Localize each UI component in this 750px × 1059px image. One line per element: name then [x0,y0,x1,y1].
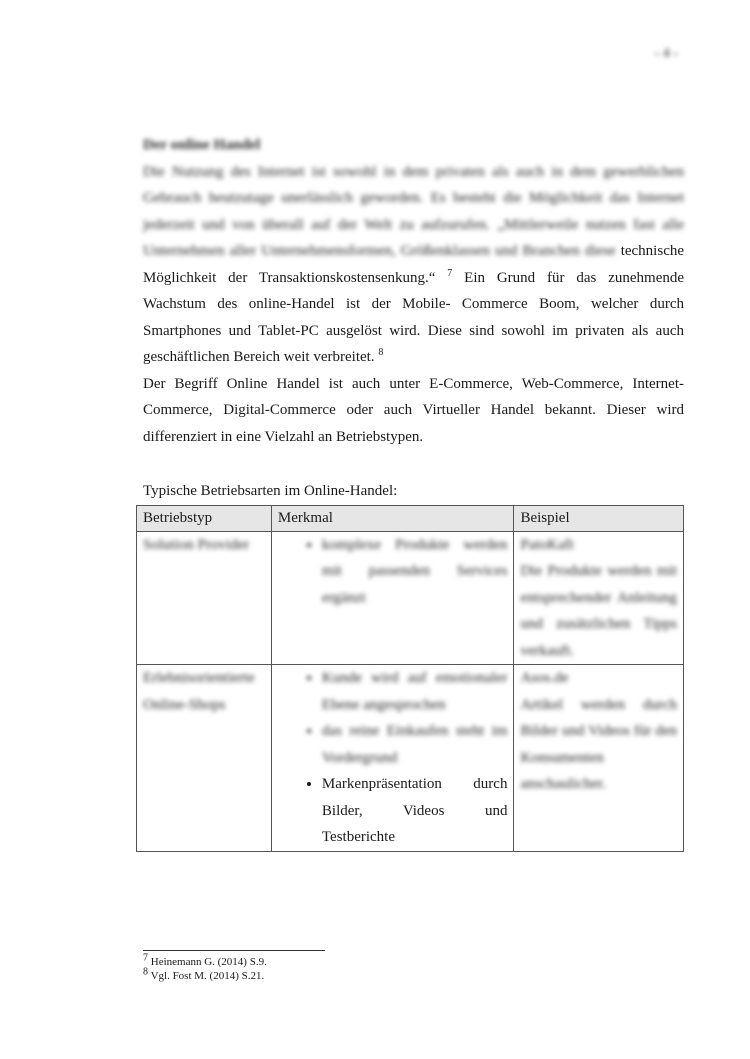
example-text: Die Produkte werden mit entsprechender Anleitung und zusätzlichen Tipps verkauft. [520,563,677,659]
list-item: • Kunde wird auf emotionaler Ebene angesprochen [322,665,508,718]
footnotes [143,950,443,983]
table-row [137,531,684,665]
column-header-type: Betriebstyp [137,505,272,531]
example-text: Artikel werden durch Bilder und Videos für den Konsumenten anschaulicher. [520,696,677,792]
business-types-table [136,505,684,852]
column-header-example: Beispiel [514,505,684,531]
table-header-row [137,505,684,531]
list-item: • komplexe Produkte werden mit passenden Services ergänzt [322,532,508,612]
page-content [143,132,684,852]
cell-type: Erlebnisorientierte Online-Shops [137,665,272,852]
page-number: - 4 - [654,46,678,61]
footnote-ref-7: 7 [447,267,453,279]
cell-features [271,665,514,852]
table-row [137,665,684,852]
list-item: • das reine Einkaufen steht im Vordergrund [322,718,508,771]
footnote-7: 7 Heinemann G. (2014) S.9. [143,952,267,968]
section-heading: Der online Handel [143,137,261,153]
table-caption: Typische Betriebsarten im Online-Handel: [143,483,398,499]
footnote-8: 8 Vgl. Fost M. (2014) S.21. [143,966,265,982]
footnote-divider [143,950,325,951]
paragraph-definition: Der Begriff Online Handel ist auch unter E-Commerce, Web-Commerce, Internet-Commerce, Digital-Commerce oder auch Virtueller Handel bekannt. Dieser wird differenziert in eine Vielzahl an Betriebstypen. [143,375,684,445]
example-title: Asos.de [520,670,569,686]
column-header-feature: Merkmal [271,505,514,531]
blurred-text: Die Nutzung des Internet ist sowohl in dem privaten als auch in dem gewerblichen Gebrauch heutzutage unerlässlich geworden. Es besteht die Möglichkeit das Internet jederzeit und von überall auf der Welt zu aufzurufen. „Mittlerweile nutzen fast alle Unternehmen aller Unternehmensformen, Größenklassen und Branchen diese [143,163,684,259]
list-item: • Markenpräsentation durch Bilder, Videos und Testberichte [322,771,508,851]
visible-text: Ein Grund für das zunehmende Wachstum des online-Handel ist der Mobile- Commerce Boom, welcher durch Smartphones und Tablet-PC ausgelöst wird. Diese sind sowohl im privaten als auch geschäftlichen Bereich weit verbreitet. [143,269,685,365]
paragraph-intro [143,159,684,371]
cell-features [271,531,514,665]
footnote-ref-8: 8 [378,347,384,358]
cell-example [514,665,684,852]
cell-type: Solution Provider [137,531,272,665]
example-title: PatoKaft [520,536,574,553]
visible-text: technische Möglichkeit der Transaktionskostensenkung.“ [143,243,685,286]
cell-example [514,531,684,665]
